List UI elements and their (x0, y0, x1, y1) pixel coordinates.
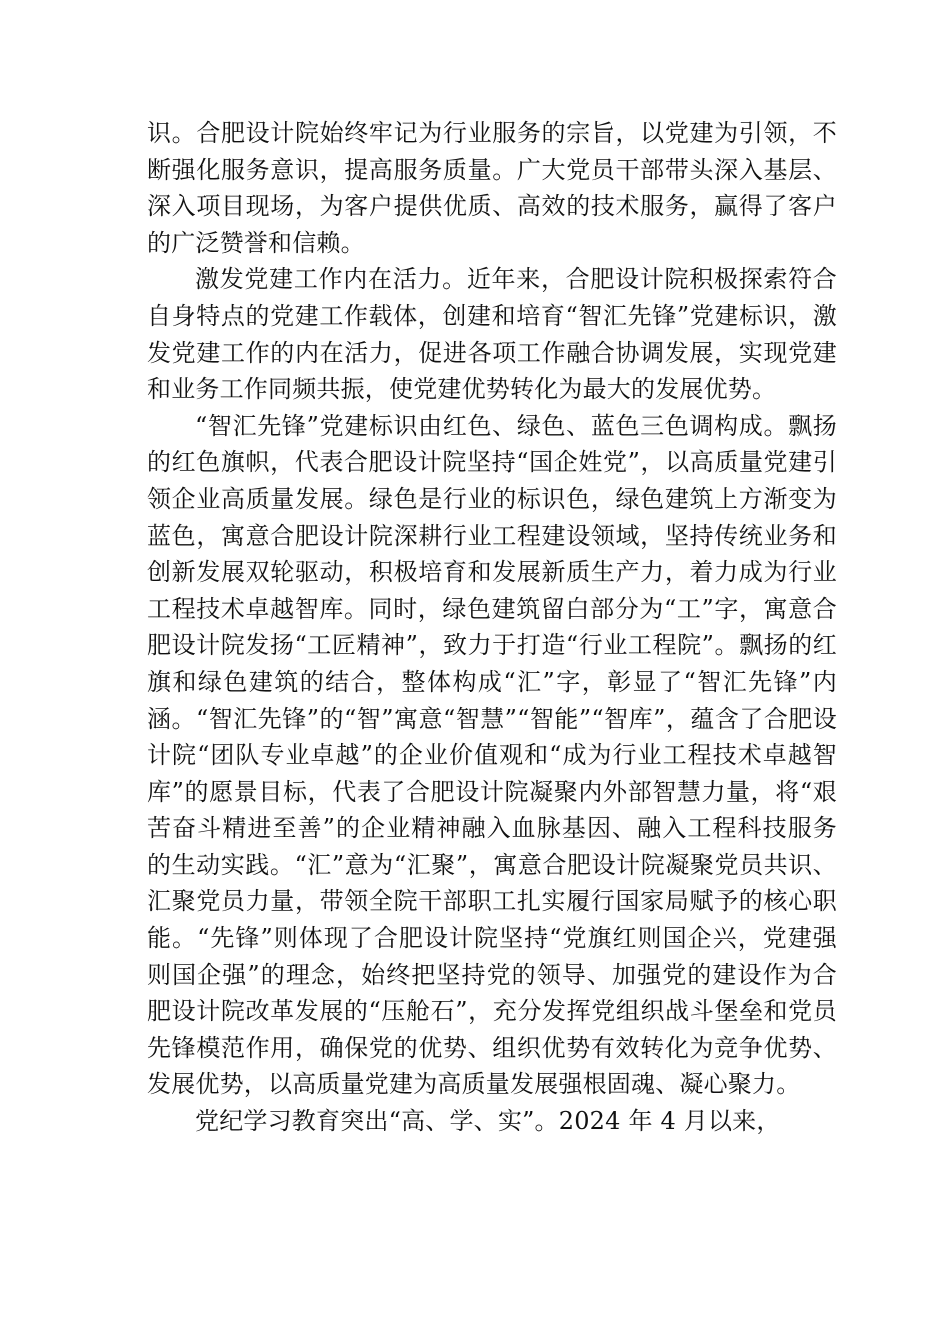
paragraph-discipline-education: 党纪学习教育突出“高、学、实”。2024 年 4 月以来， (195, 1107, 781, 1136)
paragraph-logo-meaning: “智汇先锋”党建标识由红色、绿色、蓝色三色调构成。飘扬的红色旗帜，代表合肥设计院坚持“国企姓党”，以高质量党建引领企业高质量发展。绿色是行业的标识色，绿色建筑上方渐变为蓝色，寓意合肥设计院深耕行业工程建设领域，坚持传统业务和创新发展双轮驱动，积极培育和发展新质生产力，着力成为行业工程技术卓越智库。同时，绿色建筑留白部分为“工”字，寓意合肥设计院发扬“工匠精神”，致力于打造“行业工程院”。飘扬的红旗和绿色建筑的结合，整体构成“汇”字，彰显了“智汇先锋”内涵。“智汇先锋”的“智”寓意“智慧”“智能”“智库”，蕴含了合肥设计院“团队专业卓越”的企业价值观和“成为行业工程技术卓越智库”的愿景目标，代表了合肥设计院凝聚内外部智慧力量，将“艰苦奋斗精进至善”的企业精神融入血脉基因、融入工程科技服务的生动实践。“汇”意为“汇聚”，寓意合肥设计院凝聚党员共识、汇聚党员力量，带领全院干部职工扎实履行国家局赋予的核心职能。“先锋”则体现了合肥设计院坚持“党旗红则国企兴，党建强则国企强”的理念，始终把坚持党的领导、加强党的建设作为合肥设计院改革发展的“压舱石”，充分发挥党组织战斗堡垒和党员先锋模范作用，确保党的优势、组织优势有效转化为竞争优势、发展优势，以高质量党建为高质量发展强根固魂、凝心聚力。 (147, 411, 837, 1099)
paragraph-continuation: 识。合肥设计院始终牢记为行业服务的宗旨，以党建为引领，不断强化服务意识，提高服务质量。广大党员干部带头深入基层、深入项目现场，为客户提供优质、高效的技术服务，赢得了客户的广泛赞誉和信赖。 (147, 119, 837, 257)
body-text (147, 115, 837, 1140)
paragraph-party-vitality: 激发党建工作内在活力。近年来，合肥设计院积极探索符合自身特点的党建工作载体，创建和培育“智汇先锋”党建标识，激发党建工作的内在活力，促进各项工作融合协调发展，实现党建和业务工作同频共振，使党建优势转化为最大的发展优势。 (147, 265, 837, 404)
